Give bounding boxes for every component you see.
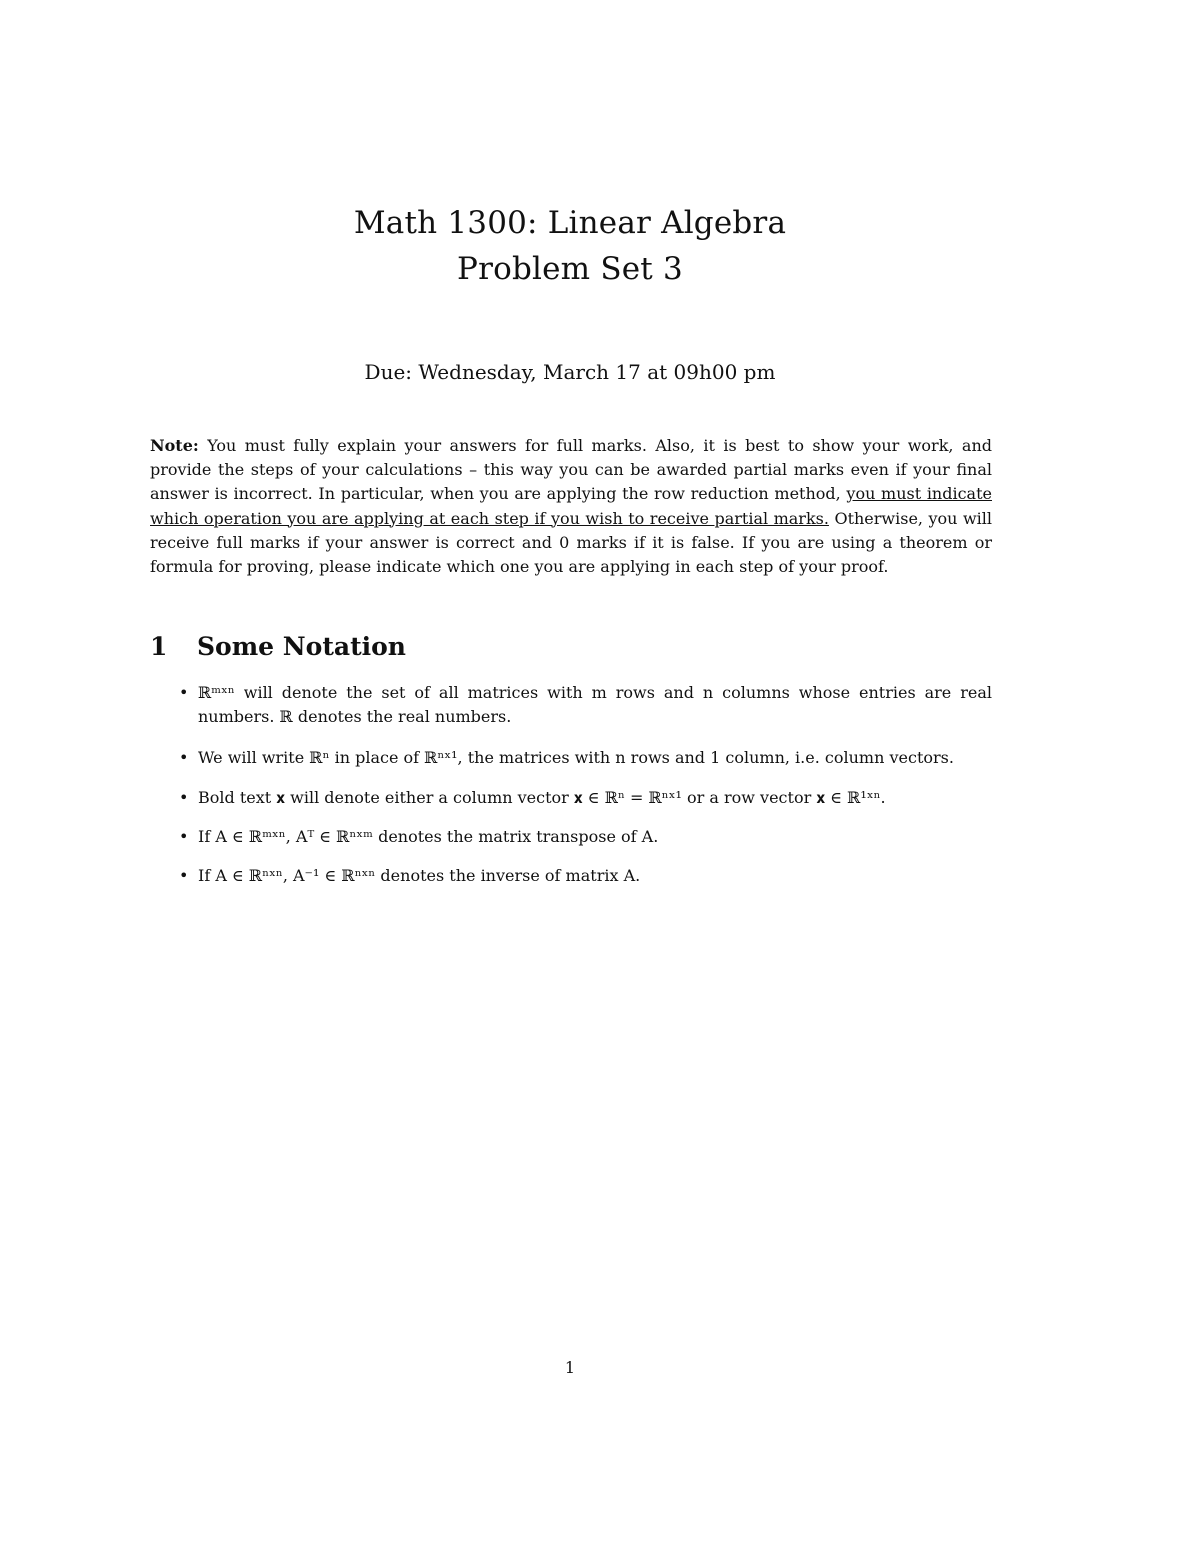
bullet-icon: • — [179, 826, 189, 846]
bullet-icon: • — [179, 748, 189, 768]
list-item-text: Bold text 𝐱 will denote either a column vector 𝐱 ∈ ℝⁿ = ℝⁿˣ¹ or a row vector 𝐱 ∈ ℝ¹ˣⁿ. — [198, 787, 886, 807]
problem-set-title: Problem Set 3 — [457, 251, 683, 287]
bullet-icon: • — [179, 866, 189, 886]
section-heading — [150, 628, 406, 666]
section-title: Some Notation — [197, 632, 406, 661]
list-item-text: If A ∈ ℝᵐˣⁿ, Aᵀ ∈ ℝⁿˣᵐ denotes the matrix transpose of A. — [198, 826, 659, 846]
list-item — [150, 864, 992, 888]
list-item — [150, 746, 992, 770]
note-label: Note: — [150, 436, 199, 455]
section-number: 1 — [150, 632, 168, 661]
list-item-text: ℝᵐˣⁿ will denote the set of all matrices with m rows and n columns whose entries are real numbers. ℝ denotes the real numbers. — [198, 683, 992, 727]
bullet-icon: • — [179, 683, 189, 702]
note-underlined-text: you must indicate which operation you are applying at each step if you wish to receive partial marks. — [150, 484, 992, 528]
note-text-before: You must fully explain your answers for full marks. Also, it is best to show your work, and provide the steps of your calculations – this way you can be awarded partial marks even if your final answer is incorrect. In particular, when you are applying the row reduction method, — [150, 436, 992, 504]
bullet-icon: • — [179, 787, 189, 807]
due-date: Due: Wednesday, March 17 at 09h00 pm — [364, 360, 776, 384]
list-item-text: We will write ℝⁿ in place of ℝⁿˣ¹, the matrices with n rows and 1 column, i.e. column vectors. — [198, 748, 954, 768]
page-number: 1 — [564, 1358, 576, 1377]
document-title — [0, 200, 1140, 292]
list-item — [150, 681, 992, 729]
note-text-after: Otherwise, you will receive full marks if your answer is correct and 0 marks if it is false. If you are using a theorem or formula for proving, please indicate which one you are applying in each step of your proof. — [150, 508, 993, 577]
list-item — [150, 825, 992, 849]
list-item — [150, 786, 992, 810]
list-item-text: If A ∈ ℝⁿˣⁿ, A⁻¹ ∈ ℝⁿˣⁿ denotes the inverse of matrix A. — [198, 866, 641, 886]
instructions-note — [150, 434, 992, 579]
course-title: Math 1300: Linear Algebra — [353, 205, 787, 241]
notation-list — [150, 681, 992, 903]
